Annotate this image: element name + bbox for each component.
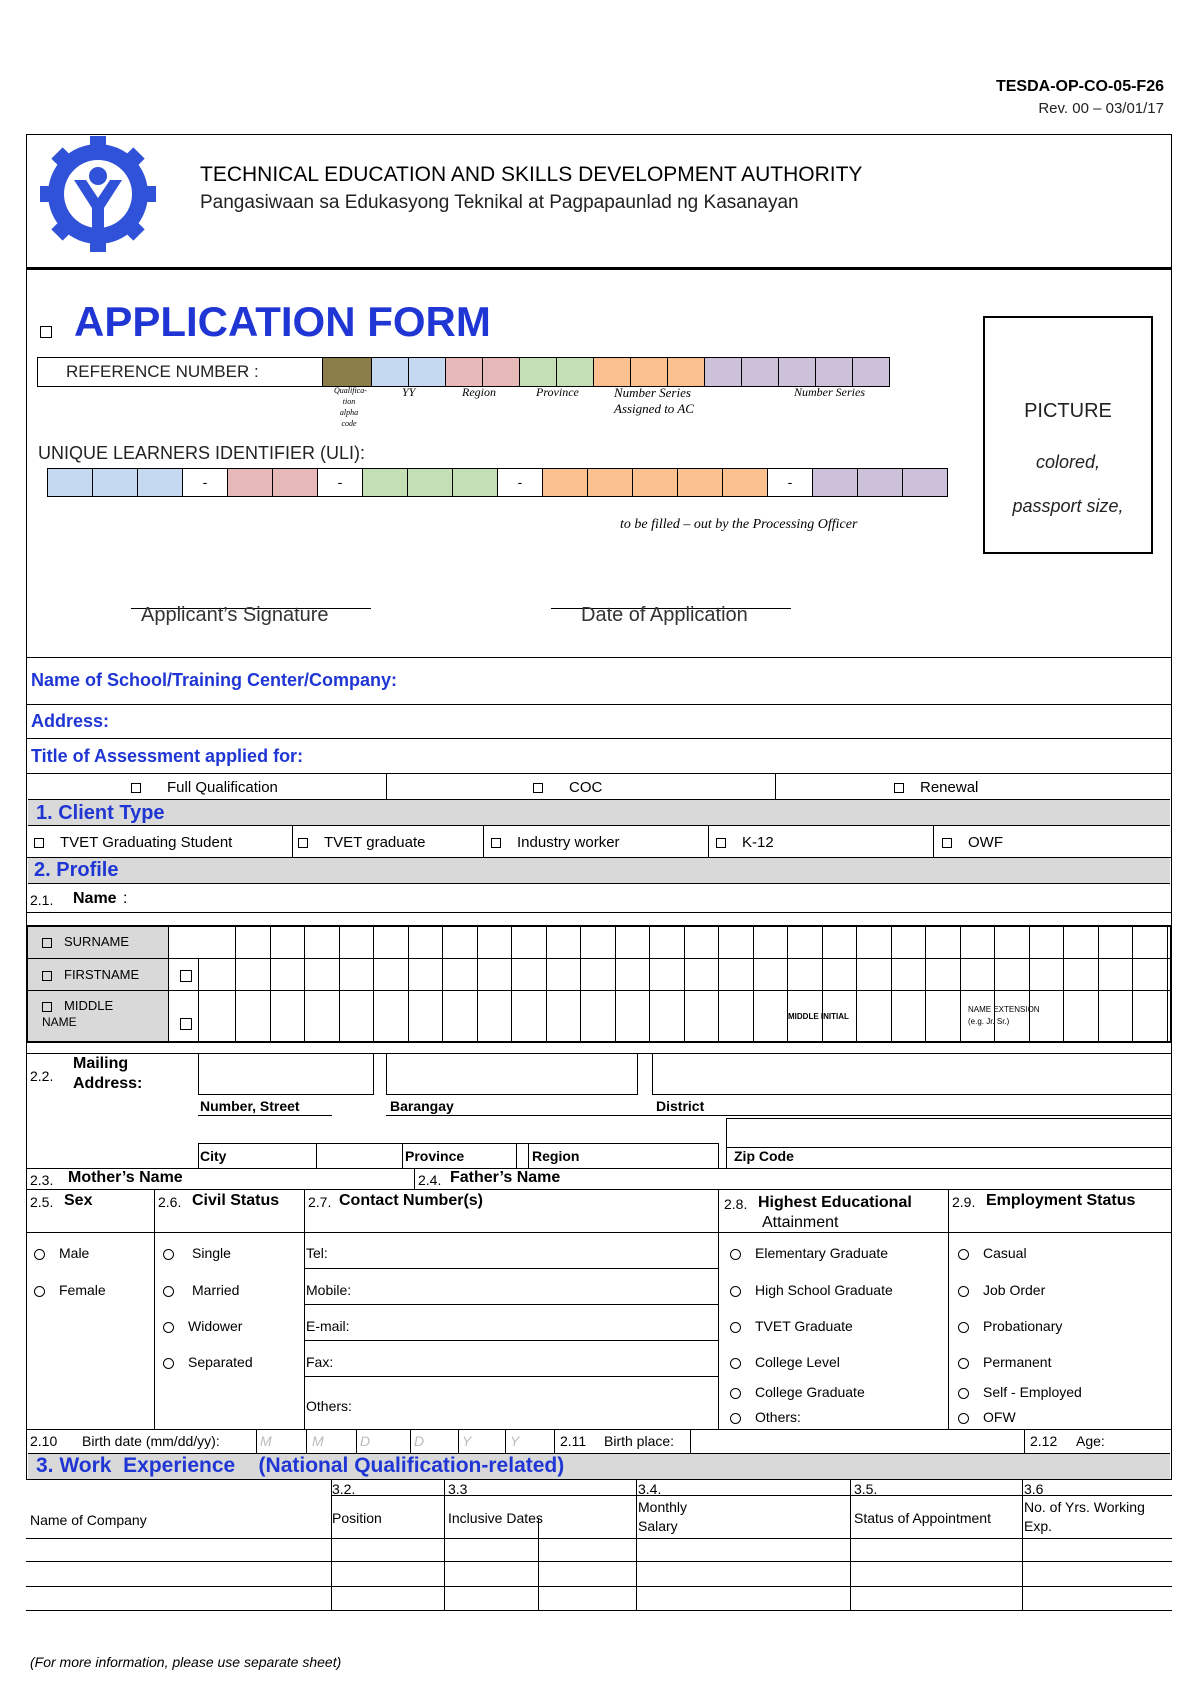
others-contact-label: Others: [306,1398,352,1414]
civil-separated-radio[interactable] [163,1354,253,1370]
name-grid-column-line [822,925,823,1043]
emp-number: 2.9. [952,1194,976,1210]
uli-cell-series_ac[interactable] [542,468,588,497]
years-header-2: Exp. [1024,1518,1053,1534]
salary-header-2: Salary [638,1518,678,1534]
uli-cell-province[interactable] [452,468,498,497]
ref-cell-province[interactable] [519,357,557,387]
ref-cell-region[interactable] [482,357,520,387]
name-grid-column-line [615,925,616,1043]
client-type-header [28,799,1170,826]
option-label: COC [569,779,603,796]
years-number: 3.6 [1024,1481,1044,1497]
age-number: 2.12 [1030,1433,1058,1449]
divider [948,1189,949,1429]
email-input[interactable] [304,1340,718,1341]
school-name-label: Name of School/Training Center/Company: [31,670,398,690]
surname-field[interactable] [42,934,129,949]
profile-header [28,857,1170,884]
birth-day-1[interactable]: D [360,1433,371,1449]
work-row-3[interactable] [26,1610,1172,1611]
middlename-label-2: NAME [42,1015,77,1029]
educ-others-radio[interactable] [730,1409,801,1425]
ref-cell-yy[interactable] [371,357,409,387]
mother-number: 2.3. [30,1172,54,1188]
civil-widower-radio[interactable] [163,1318,242,1334]
option-label: Others: [755,1409,801,1425]
option-label: Widower [188,1318,243,1334]
option-label: Elementary Graduate [755,1245,889,1261]
name-grid-column-line [753,925,754,1043]
educ-college-level-radio[interactable] [730,1354,840,1370]
divider [726,1143,727,1169]
name-grid-column-line [891,925,892,1043]
divider [516,1143,517,1169]
educ-college-graduate-radio[interactable] [730,1384,865,1400]
divider [26,738,1172,739]
divider [304,1189,305,1429]
divider [933,826,934,857]
option-label: Full Qualification [167,779,278,796]
divider [690,1429,691,1453]
uli-cell-region[interactable] [227,468,273,497]
name-grid-column-line [408,925,409,1043]
firstname-field[interactable] [42,967,139,982]
fax-label: Fax: [306,1354,334,1370]
option-label: Industry worker [517,834,620,851]
sex-label: Sex [64,1192,93,1209]
name-number: 2.1. [30,892,54,908]
name-colon: : [123,890,128,907]
emp-self-employed-radio[interactable] [958,1384,1082,1400]
profile-title: 2. Profile [34,859,119,881]
uli-dash: - [497,468,543,497]
emp-probationary-radio[interactable] [958,1318,1062,1334]
divider [554,1429,555,1453]
dates-number: 3.3 [448,1481,468,1497]
divider [1024,1429,1025,1453]
uli-cell-series[interactable] [902,468,948,497]
divider [26,773,1172,774]
birthdate-label: Birth date (mm/dd/yy): [82,1433,220,1449]
uli-label: UNIQUE LEARNERS IDENTIFIER (ULI): [38,443,366,463]
fax-input[interactable] [304,1376,718,1377]
ref-caption-province: Province [536,385,579,399]
divider [26,1232,1172,1233]
divider [850,1480,851,1610]
appointment-number: 3.5. [854,1481,878,1497]
processing-note: to be filled – out by the Processing Officer [620,517,858,532]
salary-number: 3.4. [638,1481,662,1497]
uli-cell-series_ac[interactable] [722,468,768,497]
option-label: Casual [983,1245,1027,1261]
divider [26,1189,1172,1190]
divider [775,773,776,799]
form-title: APPLICATION FORM [74,298,491,345]
option-label: K-12 [742,834,774,851]
divider [1022,1480,1023,1610]
work-row-1[interactable] [26,1561,1172,1562]
divider [331,1480,332,1610]
name-grid-column-line [1098,925,1099,1043]
divider [26,1168,1172,1169]
name-grid-column-line [718,925,719,1043]
company-header: Name of Company [30,1512,147,1528]
divider [26,1538,1172,1539]
divider [414,1168,415,1190]
divider [256,1429,257,1453]
firstname-ext-checkbox[interactable] [180,967,200,985]
emp-joborder-radio[interactable] [958,1282,1045,1298]
divider [652,1115,1172,1116]
age-label: Age: [1076,1433,1105,1449]
uli-cell-series_ac[interactable] [677,468,723,497]
sex-female-radio[interactable] [34,1282,106,1298]
option-label: Single [192,1245,231,1261]
name-grid-column-line [339,925,340,1043]
divider [26,657,1172,658]
divider [444,1480,445,1610]
uli-dash: - [767,468,813,497]
option-label: OWF [968,834,1003,851]
years-header-1: No. of Yrs. Working [1024,1499,1145,1515]
name-grid-column-line [649,925,650,1043]
divider [386,773,387,799]
divider [168,925,169,1043]
name-grid-column-line [856,925,857,1043]
mailing-label-2: Address: [73,1075,143,1092]
contact-number: 2.7. [308,1194,332,1210]
name-grid-column-line [477,925,478,1043]
birthdate-number: 2.10 [30,1433,58,1449]
name-extension-example: (e.g. Jr. Sr.) [968,1017,1010,1026]
emp-label: Employment Status [986,1192,1136,1209]
divider [198,1143,199,1169]
picture-title: PICTURE [1024,400,1112,422]
contact-label: Contact Number(s) [339,1192,484,1209]
divider [306,1429,307,1453]
birthplace-number: 2.11 [560,1433,587,1449]
barangay-label: Barangay [390,1098,454,1114]
ref-caption-series-ac: Number Series Assigned to AC [614,385,694,416]
ref-caption-series: Number Series [794,385,865,399]
name-grid-column-line [546,925,547,1043]
picture-note-2: passport size, [1012,496,1124,516]
email-label: E-mail: [306,1318,350,1334]
tel-label: Tel: [306,1245,328,1261]
client-owf[interactable] [942,834,1003,851]
uli-cell-series[interactable] [812,468,858,497]
middle-label: MIDDLE [64,998,114,1013]
middlename-field[interactable] [42,998,113,1013]
uli-cell-province[interactable] [407,468,453,497]
option-label: College Level [755,1354,840,1370]
district-label: District [656,1098,705,1114]
name-grid-column-line [684,925,685,1043]
divider [198,1115,332,1116]
client-k12[interactable] [716,834,774,851]
option-label: TVET graduate [324,834,426,851]
birth-month-1[interactable]: M [260,1433,272,1449]
option-label: Job Order [983,1282,1046,1298]
agency-name: TECHNICAL EDUCATION AND SKILLS DEVELOPMENT AUTHORITY [200,163,863,186]
emp-casual-radio[interactable] [958,1245,1027,1261]
date-label: Date of Application [581,604,748,626]
position-header: Position [332,1510,382,1526]
uli-cell-yy[interactable] [92,468,138,497]
ref-cell-qual[interactable] [322,357,372,387]
option-label: High School Graduate [755,1282,893,1298]
option-label: Female [59,1282,106,1298]
name-grid-column-line [511,925,512,1043]
ref-cell-yy[interactable] [408,357,446,387]
client-type-title: 1. Client Type [36,802,165,824]
ref-cell-series[interactable] [778,357,816,387]
divider [528,1143,529,1169]
mailing-label-1: Mailing [73,1055,129,1072]
salary-header-1: Monthly [638,1499,688,1515]
name-grid-column-line [270,925,271,1043]
divider [538,1518,539,1610]
mobile-input[interactable] [304,1304,718,1305]
picture-box[interactable] [983,316,1153,554]
uli-cell-yy[interactable] [137,468,183,497]
civil-number: 2.6. [158,1194,182,1210]
civil-label: Civil Status [192,1192,280,1209]
uli-cell-series_ac[interactable] [587,468,633,497]
option-label: Married [192,1282,240,1298]
tesda-logo-icon [38,134,158,254]
option-label: Male [59,1245,90,1261]
province-label: Province [405,1148,465,1164]
divider [292,826,293,857]
ref-cell-series[interactable] [741,357,779,387]
name-grid-column-line [1132,925,1133,1043]
name-label: Name [73,890,117,907]
city-label: City [200,1148,227,1164]
ref-caption-region: Region [462,385,496,399]
father-label: Father’s Name [450,1169,561,1186]
zip-label: Zip Code [734,1148,794,1164]
option-full-qualification[interactable] [131,779,278,796]
name-extension-label: NAME EXTENSION [968,1005,1040,1014]
educ-label-1: Highest Educational [758,1194,912,1211]
option-label: Renewal [920,779,979,796]
appointment-header: Status of Appointment [854,1510,991,1526]
father-number: 2.4. [418,1172,442,1188]
ref-cell-series[interactable] [852,357,890,387]
option-label: Permanent [983,1354,1052,1370]
option-label: TVET Graduating Student [60,834,233,851]
ref-cell-series_ac[interactable] [667,357,705,387]
divider [26,704,1172,705]
street-input[interactable] [198,1053,374,1095]
client-industry-worker[interactable] [491,834,620,851]
divider [402,1143,403,1169]
address-label: Address: [31,711,110,731]
work-title: 3. Work Experience (National Qualification-related) [36,1454,565,1477]
name-grid-column-line [960,925,961,1043]
divider [718,1189,719,1429]
client-tvet-graduating[interactable] [34,834,232,851]
region-label: Region [532,1148,580,1164]
divider [410,1429,411,1453]
ref-caption-yy: YY [402,385,416,399]
civil-single-radio[interactable] [163,1245,231,1261]
zip-input[interactable] [726,1118,1172,1148]
barangay-input[interactable] [386,1053,638,1095]
name-grid-column-line [373,925,374,1043]
divider [26,1429,1172,1430]
reference-number-cells[interactable] [323,357,890,387]
emp-ofw-radio[interactable] [958,1409,1016,1425]
signature-label: Applicant’s Signature [141,604,329,626]
firstname-label: FIRSTNAME [64,967,140,982]
uli-cell-region[interactable] [272,468,318,497]
uli-cell-series_ac[interactable] [632,468,678,497]
doc-code: TESDA-OP-CO-05-F26 [995,78,1164,95]
educ-highschool-radio[interactable] [730,1282,893,1298]
title-checkbox[interactable] [40,323,60,341]
header-divider [26,267,1172,270]
name-grid-column-line [304,925,305,1043]
agency-name-filipino: Pangasiwaan sa Edukasyong Teknikal at Pagpapaunlad ng Kasanayan [200,192,799,213]
uli-cell-series[interactable] [857,468,903,497]
emp-permanent-radio[interactable] [958,1354,1051,1370]
name-grid-column-line [442,925,443,1043]
uli-dash: - [182,468,228,497]
name-grid-column-line [1167,925,1168,1043]
work-row-2[interactable] [26,1586,1172,1587]
middle-initial-label: MIDDLE INITIAL [788,1012,849,1021]
option-renewal[interactable] [894,779,978,796]
civil-married-radio[interactable] [163,1282,239,1298]
divider [26,912,1172,913]
educ-label-2: Attainment [762,1214,839,1231]
divider [483,826,484,857]
name-grid-column-line [235,925,236,1043]
option-label: College Graduate [755,1384,865,1400]
ref-cell-series[interactable] [704,357,742,387]
divider [636,1480,637,1610]
educ-number: 2.8. [724,1196,748,1212]
name-grid-column-line [787,925,788,1043]
sex-number: 2.5. [30,1194,54,1210]
ref-cell-series[interactable] [815,357,853,387]
surname-label: SURNAME [64,934,130,949]
birth-month-2[interactable]: M [312,1433,324,1449]
assessment-title-label: Title of Assessment applied for: [31,746,304,766]
birthplace-label: Birth place: [604,1433,675,1449]
divider [316,1143,317,1169]
option-label: TVET Graduate [755,1318,853,1334]
uli-cells[interactable] [48,468,948,497]
birth-year-1[interactable]: Y [462,1433,472,1449]
mailing-number: 2.2. [30,1068,54,1084]
ref-cell-province[interactable] [556,357,594,387]
name-grid-column-line [1063,925,1064,1043]
uli-cell-province[interactable] [362,468,408,497]
divider [154,1189,155,1429]
ref-cell-series_ac[interactable] [630,357,668,387]
option-label: Self - Employed [983,1384,1082,1400]
name-grid-column-line [580,925,581,1043]
option-coc[interactable] [533,779,602,796]
tel-input[interactable] [304,1268,718,1269]
ref-cell-region[interactable] [445,357,483,387]
divider [505,1429,506,1453]
divider [718,1143,719,1169]
birth-year-2[interactable]: Y [510,1433,520,1449]
option-label: OFW [983,1409,1016,1425]
uli-dash: - [317,468,363,497]
uli-cell-yy[interactable] [47,468,93,497]
picture-note-1: colored, [1035,452,1101,472]
sex-male-radio[interactable] [34,1245,89,1261]
divider [402,1143,718,1144]
name-grid-column-line [1029,925,1030,1043]
dates-header: Inclusive Dates [448,1510,543,1526]
footer-note: (For more information, please use separate sheet) [30,1654,342,1670]
mobile-label: Mobile: [306,1282,352,1298]
client-tvet-graduate[interactable] [298,834,425,851]
position-number: 3.2. [332,1481,356,1497]
birth-day-2[interactable]: D [414,1433,425,1449]
option-label: Probationary [983,1318,1063,1334]
divider [386,1115,666,1116]
reference-number-label: REFERENCE NUMBER : [66,362,259,381]
street-label: Number, Street [200,1098,300,1114]
divider [458,1429,459,1453]
educ-tvet-radio[interactable] [730,1318,853,1334]
middlename-ext-checkbox[interactable] [180,1015,200,1033]
ref-caption-qual: Qualifica- tion alpha code [334,386,367,428]
ref-cell-series_ac[interactable] [593,357,631,387]
mother-label: Mother’s Name [68,1169,183,1186]
educ-elementary-radio[interactable] [730,1245,888,1261]
doc-revision: Rev. 00 – 03/01/17 [1038,100,1164,117]
district-input[interactable] [652,1053,1172,1095]
option-label: Separated [188,1354,253,1370]
divider [356,1429,357,1453]
divider [708,826,709,857]
name-grid-column-line [925,925,926,1043]
